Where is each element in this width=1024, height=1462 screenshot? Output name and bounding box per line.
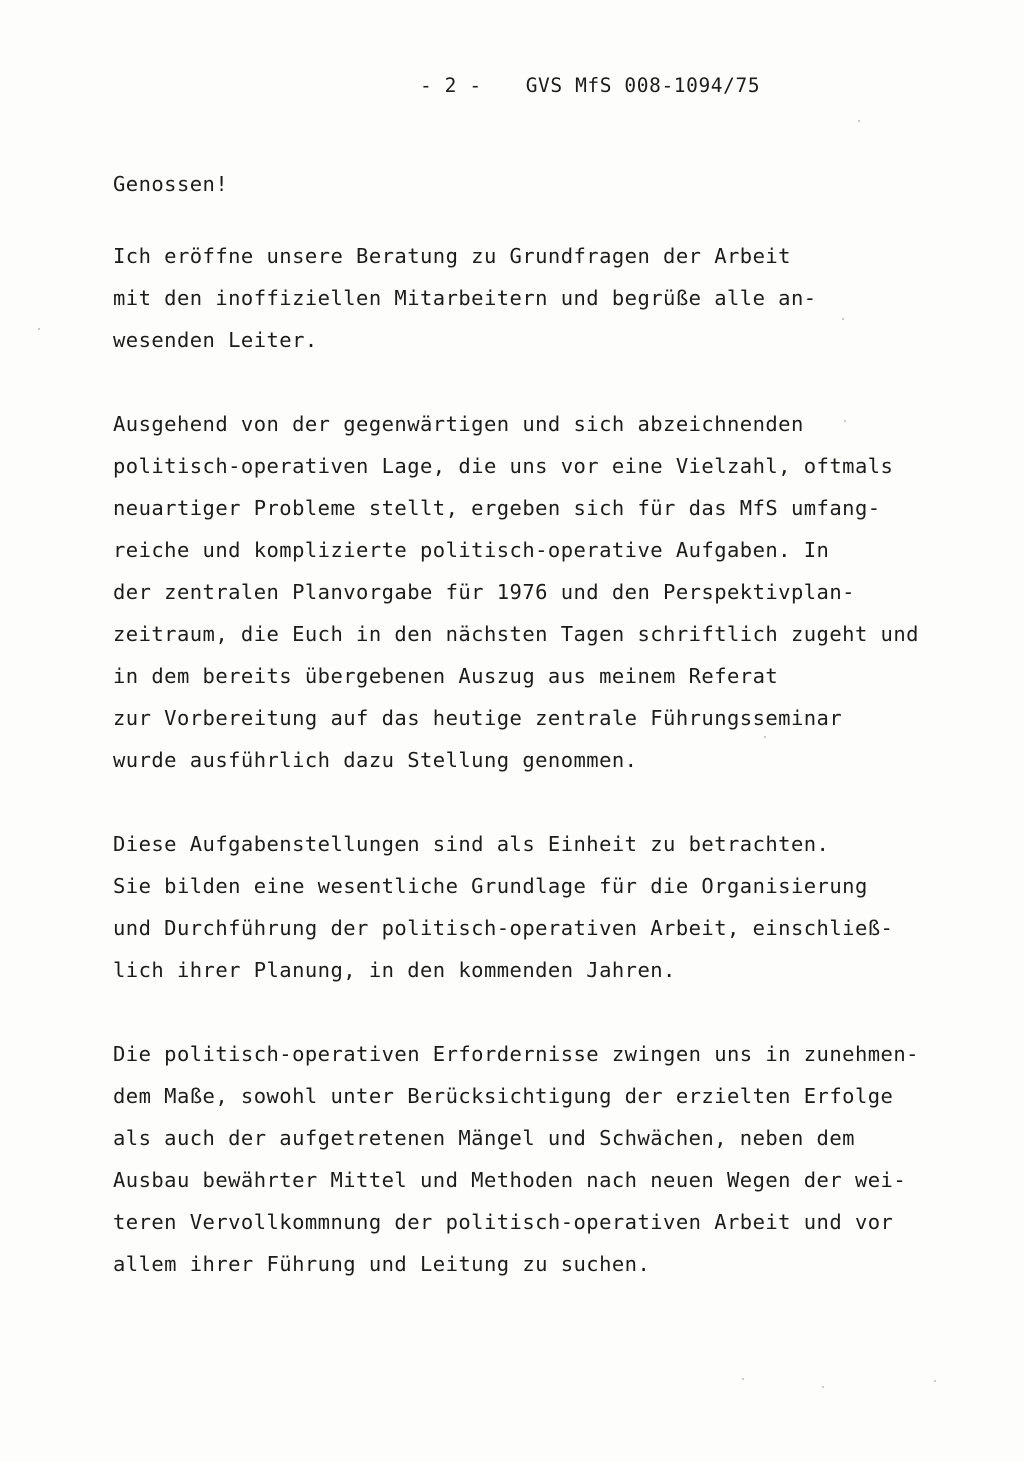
scan-speck bbox=[934, 1380, 936, 1382]
scan-speck bbox=[822, 1386, 824, 1388]
scan-speck bbox=[842, 318, 844, 320]
scan-speck bbox=[844, 420, 846, 422]
text-line: mit den inoffiziellen Mitarbeitern und begrüße alle an- bbox=[113, 286, 817, 310]
text-line: und Durchführung der politisch-operativen Arbeit, einschließ- bbox=[113, 916, 894, 940]
scan-speck bbox=[38, 328, 40, 330]
text-line: neuartiger Probleme stellt, ergeben sich für das MfS umfang- bbox=[113, 496, 881, 520]
text-line: Sie bilden eine wesentliche Grundlage für die Organisierung bbox=[113, 874, 868, 898]
text-line: zeitraum, die Euch in den nächsten Tagen schriftlich zugeht und bbox=[113, 622, 919, 646]
text-line: wesenden Leiter. bbox=[113, 328, 318, 352]
page-header bbox=[420, 74, 760, 97]
text-line: wurde ausführlich dazu Stellung genommen. bbox=[113, 748, 638, 772]
text-line: Ausbau bewährter Mittel und Methoden nach neuen Wegen der wei- bbox=[113, 1168, 907, 1192]
salutation: Genossen! bbox=[113, 172, 229, 196]
text-line: Diese Aufgabenstellungen sind als Einheit zu betrachten. bbox=[113, 832, 830, 856]
text-line: reiche und komplizierte politisch-operative Aufgaben. In bbox=[113, 538, 830, 562]
text-line: allem ihrer Führung und Leitung zu suchen. bbox=[113, 1252, 651, 1276]
text-line: Ich eröffne unsere Beratung zu Grundfragen der Arbeit bbox=[113, 244, 791, 268]
page-number: - 2 - bbox=[420, 74, 482, 97]
text-line: dem Maße, sowohl unter Berücksichtigung der erzielten Erfolge bbox=[113, 1084, 894, 1108]
text-line: Ausgehend von der gegenwärtigen und sich abzeichnenden bbox=[113, 412, 804, 436]
scan-speck bbox=[742, 1378, 744, 1380]
text-line: in dem bereits übergebenen Auszug aus meinem Referat bbox=[113, 664, 779, 688]
text-line: als auch der aufgetretenen Mängel und Schwächen, neben dem bbox=[113, 1126, 855, 1150]
text-line: lich ihrer Planung, in den kommenden Jahren. bbox=[113, 958, 676, 982]
scan-speck bbox=[764, 736, 766, 738]
text-line: teren Vervollkommnung der politisch-operativen Arbeit und vor bbox=[113, 1210, 894, 1234]
text-line: der zentralen Planvorgabe für 1976 und den Perspektivplan- bbox=[113, 580, 855, 604]
text-line: Die politisch-operativen Erfordernisse zwingen uns in zunehmen- bbox=[113, 1042, 919, 1066]
scan-speck bbox=[858, 120, 860, 122]
text-line: zur Vorbereitung auf das heutige zentrale Führungsseminar bbox=[113, 706, 843, 730]
text-line: politisch-operativen Lage, die uns vor eine Vielzahl, oftmals bbox=[113, 454, 894, 478]
document-number: GVS MfS 008-1094/75 bbox=[525, 74, 761, 97]
